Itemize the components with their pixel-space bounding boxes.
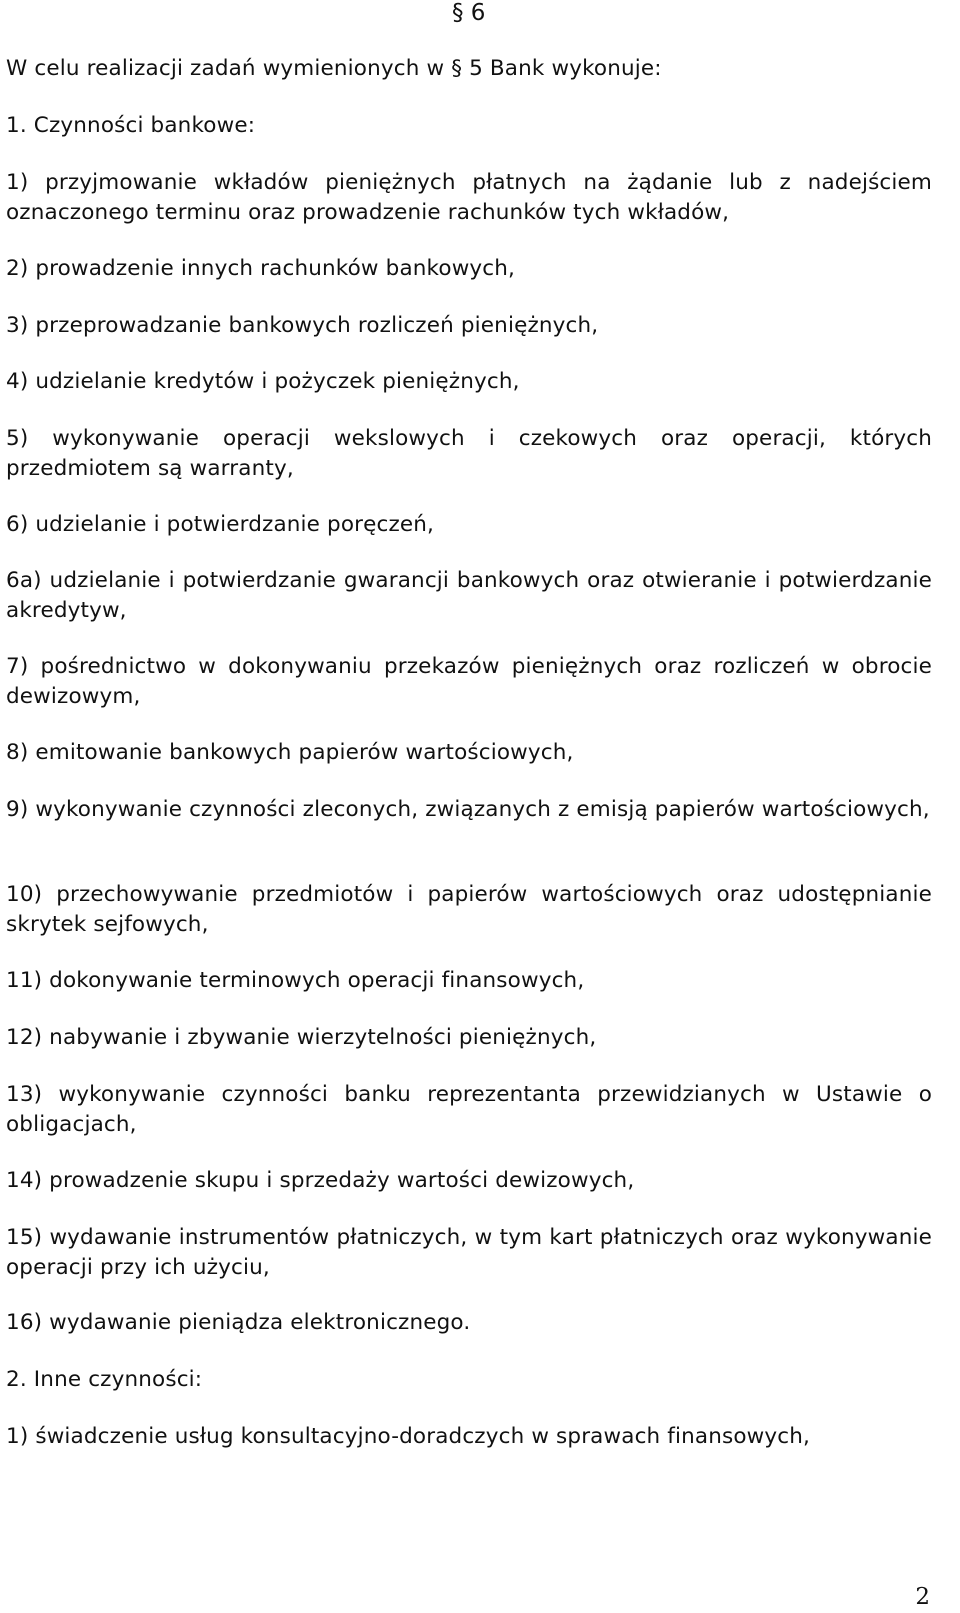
list-item: 14) prowadzenie skupu i sprzedaży wartości dewizowych, — [6, 1168, 635, 1193]
list-item: 2) prowadzenie innych rachunków bankowych, — [6, 256, 516, 281]
part1-heading: 1. Czynności bankowe: — [6, 113, 256, 138]
list-item: 15) wydawanie instrumentów płatniczych, w tym kart płatniczych oraz wykonywanie operacji przy ich użyciu, — [6, 1225, 932, 1280]
section-heading: § 6 — [452, 0, 486, 26]
intro-paragraph: W celu realizacji zadań wymienionych w § 5 Bank wykonuje: — [6, 56, 662, 81]
part2-heading: 2. Inne czynności: — [6, 1367, 203, 1392]
list-item: 8) emitowanie bankowych papierów wartościowych, — [6, 740, 574, 765]
list-item: 4) udzielanie kredytów i pożyczek pieniężnych, — [6, 369, 520, 394]
list-item: 9) wykonywanie czynności zleconych, związanych z emisją papierów wartościowych, — [6, 797, 930, 822]
list-item: 6) udzielanie i potwierdzanie poręczeń, — [6, 512, 435, 537]
list-item: 7) pośrednictwo w dokonywaniu przekazów pieniężnych oraz rozliczeń w obrocie dewizowym, — [6, 654, 932, 709]
list-item: 6a) udzielanie i potwierdzanie gwarancji bankowych oraz otwieranie i potwierdzanie akredytyw, — [6, 568, 932, 623]
list-item: 16) wydawanie pieniądza elektronicznego. — [6, 1310, 471, 1335]
list-item: 12) nabywanie i zbywanie wierzytelności pieniężnych, — [6, 1025, 597, 1050]
list-item: 5) wykonywanie operacji wekslowych i czekowych oraz operacji, których przedmiotem są warranty, — [6, 426, 932, 481]
page-number: 2 — [915, 1584, 930, 1610]
list-item: 1) świadczenie usług konsultacyjno-doradczych w sprawach finansowych, — [6, 1424, 811, 1449]
list-item: 13) wykonywanie czynności banku reprezentanta przewidzianych w Ustawie o obligacjach, — [6, 1082, 932, 1137]
list-item: 3) przeprowadzanie bankowych rozliczeń pieniężnych, — [6, 313, 599, 338]
list-item: 1) przyjmowanie wkładów pieniężnych płatnych na żądanie lub z nadejściem oznaczonego terminu oraz prowadzenie rachunków tych wkładów, — [6, 170, 932, 225]
list-item: 10) przechowywanie przedmiotów i papierów wartościowych oraz udostępnianie skrytek sejfowych, — [6, 882, 932, 937]
list-item: 11) dokonywanie terminowych operacji finansowych, — [6, 968, 585, 993]
